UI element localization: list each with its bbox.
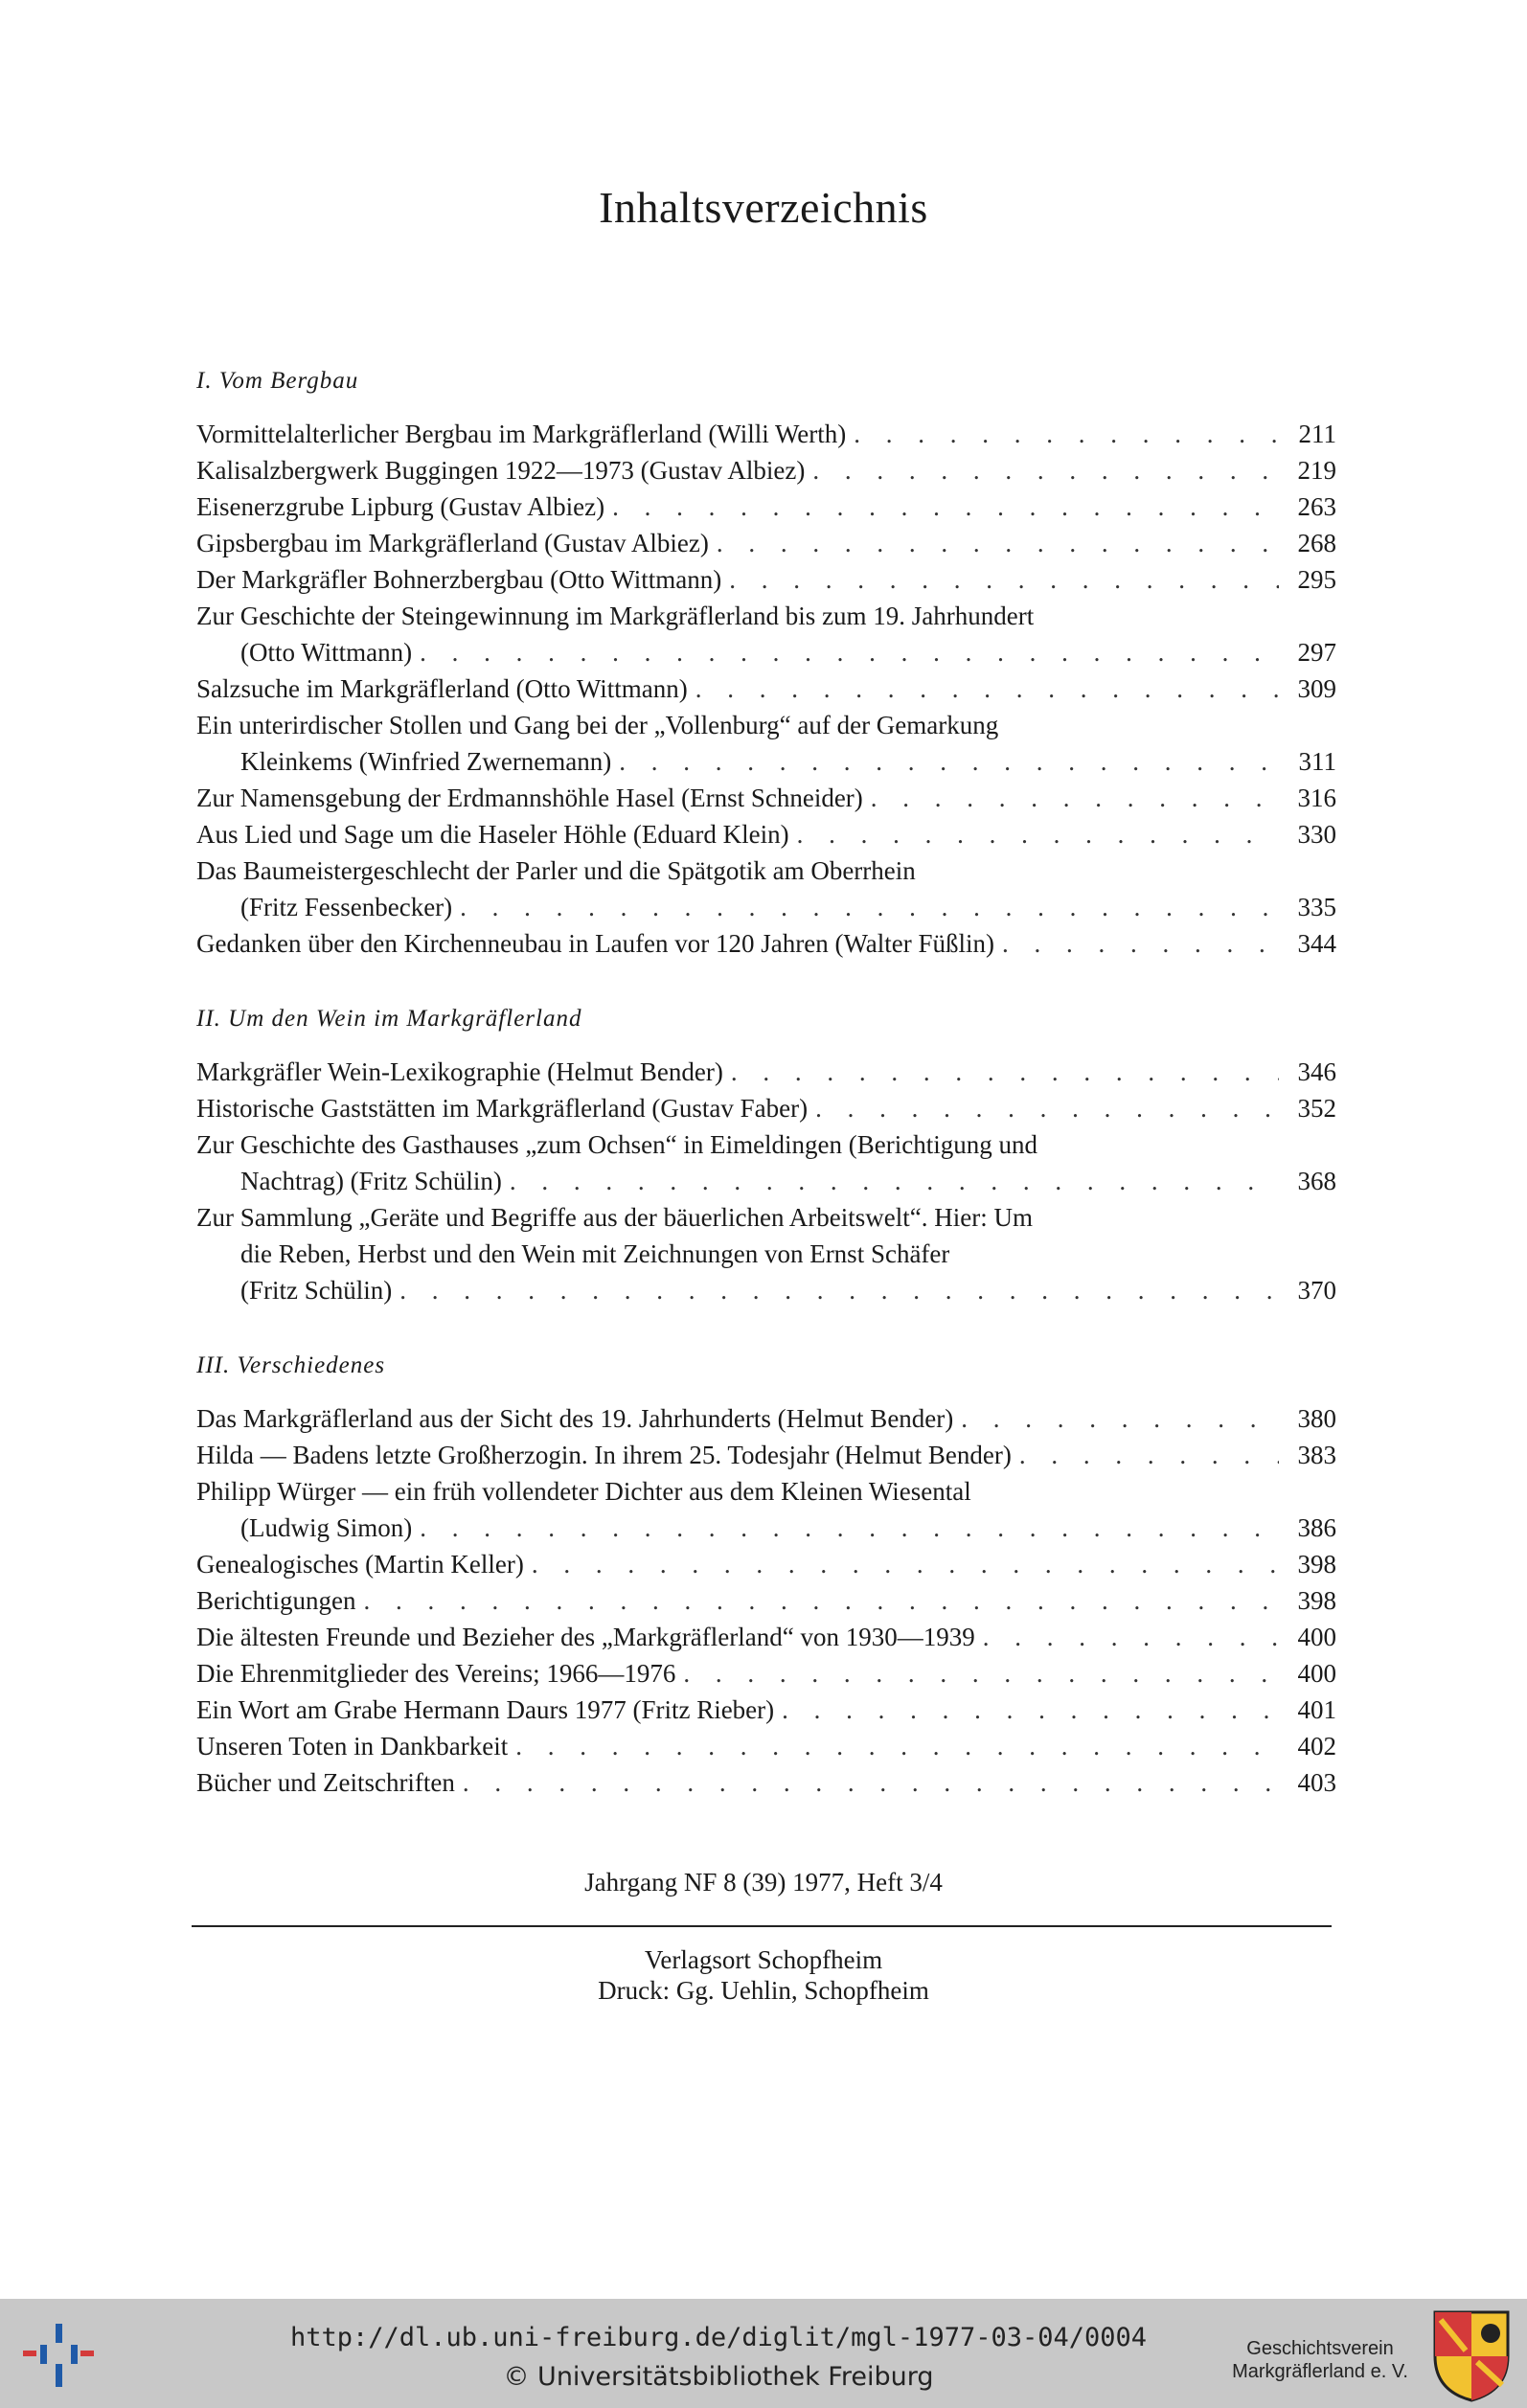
toc-entry [196, 1692, 1336, 1728]
dot-leader [524, 1546, 1279, 1582]
dot-leader [508, 1728, 1279, 1764]
toc-entry [196, 561, 1336, 598]
section-heading: III. Verschiedenes [196, 1352, 386, 1378]
toc-entry [196, 780, 1336, 816]
toc-entry [196, 1400, 1336, 1437]
toc-entry [196, 1619, 1336, 1655]
entry-title: Der Markgräfler Bohnerzbergbau (Otto Wittmann) [196, 565, 722, 594]
dot-leader [455, 1764, 1279, 1801]
section-heading: I. Vom Bergbau [196, 368, 359, 394]
entry-title: Hilda — Badens letzte Großherzogin. In ihrem 25. Todesjahr (Helmut Bender) [196, 1441, 1012, 1469]
society-name [1215, 2337, 1425, 2383]
dot-leader [452, 889, 1279, 925]
entry-title: Salzsuche im Markgräflerland (Otto Wittmann) [196, 674, 688, 703]
entry-title: Nachtrag) (Fritz Schülin) [240, 1167, 502, 1195]
dot-leader [805, 452, 1279, 488]
dot-leader [709, 525, 1279, 561]
toc-entry [196, 816, 1336, 852]
dot-leader [1012, 1437, 1279, 1473]
dot-leader [688, 670, 1279, 707]
entry-title: Kleinkems (Winfried Zwernemann) [240, 747, 612, 776]
issue-info: Jahrgang NF 8 (39) 1977, Heft 3/4 [584, 1868, 943, 1897]
page-number: 401 [1297, 1695, 1336, 1724]
toc-entry [196, 1546, 1336, 1582]
entry-title: (Ludwig Simon) [240, 1513, 413, 1542]
toc-entry [196, 1437, 1336, 1473]
section-heading: II. Um den Wein im Markgräflerland [196, 1006, 582, 1032]
page-number: 311 [1298, 747, 1336, 776]
entry-title: Ein unterirdischer Stollen und Gang bei der „Vollenburg“ auf der Gemarkung [196, 711, 999, 739]
toc-section [196, 364, 1336, 962]
dot-leader [412, 634, 1279, 670]
toc-entry [196, 670, 1336, 707]
coat-of-arms-icon [1431, 2308, 1512, 2402]
page-number: 403 [1297, 1768, 1336, 1797]
dot-leader [863, 780, 1279, 816]
dot-leader [502, 1163, 1279, 1199]
publisher-line: Verlagsort Schopfheim [644, 1945, 883, 1974]
toc-entry [196, 1199, 1336, 1308]
entry-title: Zur Geschichte des Gasthauses „zum Ochsen“ in Eimeldingen (Berichtigung und [196, 1130, 1038, 1159]
page-number: 309 [1297, 674, 1336, 703]
dot-leader [994, 925, 1279, 962]
entry-title: Historische Gaststätten im Markgräflerland (Gustav Faber) [196, 1094, 809, 1123]
toc-entry [196, 707, 1336, 780]
publisher-info [0, 1944, 1527, 2006]
toc-entry [196, 1764, 1336, 1801]
toc-entry [196, 1655, 1336, 1692]
page-number: 346 [1297, 1057, 1336, 1086]
page-number: 211 [1298, 420, 1336, 448]
page-number: 335 [1297, 893, 1336, 921]
dot-leader [774, 1692, 1279, 1728]
entry-title: Ein Wort am Grabe Hermann Daurs 1977 (Fritz Rieber) [196, 1695, 775, 1724]
dot-leader [412, 1510, 1279, 1546]
page-number: 316 [1297, 784, 1336, 812]
toc-section [196, 1002, 1336, 1308]
page-number: 370 [1297, 1276, 1336, 1305]
toc-entry [196, 1728, 1336, 1764]
publisher-line: Druck: Gg. Uehlin, Schopfheim [598, 1976, 929, 2005]
page-number: 263 [1297, 492, 1336, 521]
page-number: 295 [1297, 565, 1336, 594]
divider [192, 1925, 1332, 1927]
page-number: 297 [1297, 638, 1336, 667]
entry-title: Zur Sammlung „Geräte und Begriffe aus der bäuerlichen Arbeitswelt“. Hier: Um [196, 1203, 1033, 1232]
toc-entry [196, 488, 1336, 525]
entry-title: Unseren Toten in Dankbarkeit [196, 1732, 509, 1761]
dot-leader [808, 1090, 1279, 1126]
toc-entry [196, 852, 1336, 925]
entry-title: Vormittelalterlicher Bergbau im Markgräflerland (Willi Werth) [196, 420, 847, 448]
society-line: Geschichtsverein [1246, 2338, 1394, 2359]
page-number: 219 [1297, 456, 1336, 485]
entry-title: Die ältesten Freunde und Bezieher des „Markgräflerland“ von 1930—1939 [196, 1623, 975, 1651]
toc-section [196, 1349, 1336, 1801]
toc-entry [196, 1582, 1336, 1619]
dot-leader [789, 816, 1279, 852]
entry-title: Gipsbergbau im Markgräflerland (Gustav Albiez) [196, 529, 709, 557]
source-url-link[interactable]: http://dl.ub.uni-freiburg.de/diglit/mgl-1977-03-04/0004 [289, 2323, 1148, 2352]
toc-entry [196, 1126, 1336, 1199]
entry-title: Kalisalzbergwerk Buggingen 1922—1973 (Gustav Albiez) [196, 456, 806, 485]
dot-leader [953, 1400, 1279, 1437]
toc-entry [196, 925, 1336, 962]
table-of-contents [196, 364, 1336, 1841]
dot-leader [723, 1054, 1279, 1090]
toc-entry [196, 525, 1336, 561]
page-title: Inhaltsverzeichnis [599, 183, 928, 232]
entry-title: (Otto Wittmann) [240, 638, 413, 667]
page-number: 402 [1297, 1732, 1336, 1761]
entry-title: Philipp Würger — ein früh vollendeter Dichter aus dem Kleinen Wiesental [196, 1477, 971, 1506]
entry-title: Die Ehrenmitglieder des Vereins; 1966—1976 [196, 1659, 676, 1688]
society-line: Markgräflerland e. V. [1232, 2361, 1408, 2382]
toc-entry [196, 416, 1336, 452]
entry-title: Eisenerzgrube Lipburg (Gustav Albiez) [196, 492, 605, 521]
page-number: 330 [1297, 820, 1336, 849]
entry-title: Berichtigungen [196, 1586, 356, 1615]
dot-leader [975, 1619, 1279, 1655]
entry-title: Gedanken über den Kirchenneubau in Laufen vor 120 Jahren (Walter Füßlin) [196, 929, 995, 958]
page-number: 268 [1297, 529, 1336, 557]
entry-title: Aus Lied und Sage um die Haseler Höhle (Eduard Klein) [196, 820, 789, 849]
entry-title: Zur Namensgebung der Erdmannshöhle Hasel (Ernst Schneider) [196, 784, 863, 812]
dot-leader [392, 1272, 1279, 1308]
page-number: 398 [1297, 1586, 1336, 1615]
page-number: 368 [1297, 1167, 1336, 1195]
page-number: 400 [1297, 1623, 1336, 1651]
dot-leader [355, 1582, 1279, 1619]
entry-title: die Reben, Herbst und den Wein mit Zeichnungen von Ernst Schäfer [240, 1239, 950, 1268]
page-number: 380 [1297, 1404, 1336, 1433]
toc-entry [196, 1473, 1336, 1546]
entry-title: (Fritz Fessenbecker) [240, 893, 453, 921]
page-number: 400 [1297, 1659, 1336, 1688]
copyright-text: © Universitätsbibliothek Freiburg [503, 2362, 934, 2392]
entry-title: Zur Geschichte der Steingewinnung im Markgräflerland bis zum 19. Jahrhundert [196, 602, 1035, 630]
entry-title: (Fritz Schülin) [240, 1276, 393, 1305]
page-number: 386 [1297, 1513, 1336, 1542]
toc-entry [196, 1054, 1336, 1090]
entry-title: Bücher und Zeitschriften [196, 1768, 455, 1797]
page-number: 383 [1297, 1441, 1336, 1469]
toc-entry [196, 598, 1336, 670]
entry-title: Das Markgräflerland aus der Sicht des 19. Jahrhunderts (Helmut Bender) [196, 1404, 954, 1433]
toc-entry [196, 452, 1336, 488]
ub-freiburg-logo-icon [21, 2316, 98, 2393]
page-number: 398 [1297, 1550, 1336, 1579]
dot-leader [611, 743, 1279, 780]
dot-leader [604, 488, 1279, 525]
entry-title: Markgräfler Wein-Lexikographie (Helmut Bender) [196, 1057, 723, 1086]
entry-title: Genealogisches (Martin Keller) [196, 1550, 524, 1579]
dot-leader [721, 561, 1279, 598]
page-number: 352 [1297, 1094, 1336, 1123]
page-number: 344 [1297, 929, 1336, 958]
entry-title: Das Baumeistergeschlecht der Parler und die Spätgotik am Oberrhein [196, 856, 916, 885]
toc-entry [196, 1090, 1336, 1126]
dot-leader [675, 1655, 1279, 1692]
dot-leader [846, 416, 1279, 452]
